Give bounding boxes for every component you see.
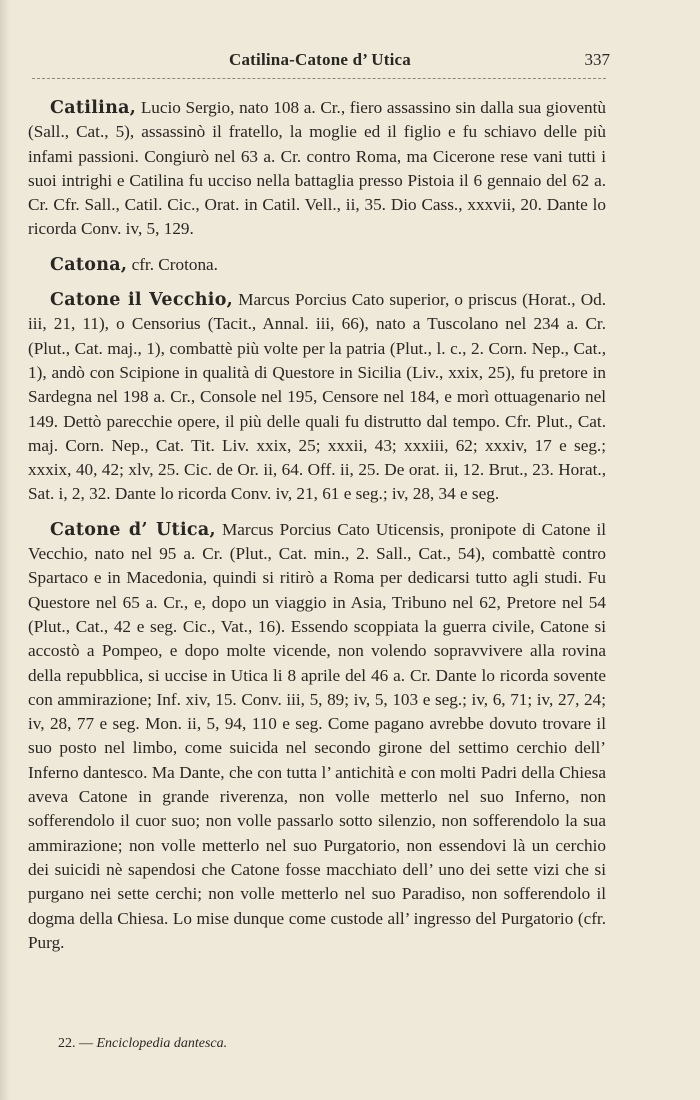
running-title: Catilina-Catone d’ Utica — [228, 50, 412, 69]
entry-body: cfr. Crotona. — [131, 254, 218, 274]
entry-catone-d-utica — [28, 518, 606, 955]
entry-catilina — [28, 96, 606, 242]
entry-body: Lucio Sergio, nato 108 a. Cr., fiero assassino sin dalla sua gioventù (Sall., Cat., 5), assassinò il fratello, la moglie ed il figlio e fu schiavo delle più infami passioni. Congiurò nel 63 a. Cr. contro Roma, ma Cicerone rese vani tutti i suoi intrighi e Catilina fu ucciso nella battaglia presso Pistoia il 6 gennaio del 62 a. Cr. Cfr. Sall., Catil. Cic., Orat. in Catil. Vell., ii, 35. Dio Cass., xxxvii, 20. Dante lo ricorda Conv. iv, 5, 129. — [28, 98, 606, 239]
entry-headword: Catone d’ Utica, — [50, 519, 216, 540]
entry-body: Marcus Porcius Cato Uticensis, pronipote di Catone il Vecchio, nato nel 95 a. Cr. (Plut., Cat. min., 2. Sall., Cat., 54), combattè contro Spartaco e in Macedonia, quindi si ritirò a Roma per dedicarsi tutto agli studi. Fu Questore nel 65 a. Cr., e, dopo un viaggio in Asia, Tribuno nel 62, Pretore nel 54 (Plut., Cat., 42 e seg. Cic., Vat., 16). Essendo scoppiata la guerra civile, Catone si accostò a Pompeo, e dopo molte vicende, non volendo sopravvivere alla rovina della repubblica, si uccise in Utica li 8 aprile del 46 a. Cr. Dante lo ricorda sovente con ammirazione; Inf. xiv, 15. Conv. iii, 5, 89; iv, 5, 103 e seg.; iv, 6, 71; iv, 27, 24; iv, 28, 77 e seg. Mon. ii, 5, 94, 110 e seg. Come pagano avrebbe dovuto trovare il suo posto nel limbo, come suicida nel secondo girone del settimo cerchio dell’ Inferno dantesco. Ma Dante, che con tutta l’ antichità e con molti Padri della Chiesa aveva Catone in grande riverenza, non volle metterlo nel suo Inferno, non sofferendolo il cuor suo; non volle passarlo sotto silenzio, non sofferendolo la sua ammirazione; non volle metterlo nel suo Purgatorio, non essendovi là un cerchio dei suicidi nè sapendosi che Catone fosse macchiato dell’ uno dei sette vizi che si purgano nei sette cerchi; non volle metterlo nel suo Paradiso, non sofferendolo il dogma della Chiesa. Lo mise dunque come custode all’ ingresso del Purgatorio (cfr. Purg. — [28, 519, 607, 952]
entry-headword: Catona, — [50, 254, 128, 275]
entry-headword: Catone il Vecchio, — [50, 290, 234, 311]
signature-mark: 22. — — [58, 1036, 93, 1051]
book-title: Enciclopedia dantesca. — [96, 1036, 228, 1051]
page-binding-shadow — [0, 0, 10, 1100]
entry-body: Marcus Porcius Cato superior, o priscus (Horat., Od. iii, 21, 11), o Censorius (Tacit., Annal. iii, 66), nato a Tuscolano nel 234 a. Cr. (Plut., Cat. maj., 1), combattè più volte per la patria (Plut., l. c., 2. Corn. Nep., Cat., 1), andò con Scipione in qualità di Questore in Sicilia (Liv., xxix, 25), fu pretore in Sardegna nel 198 a. Cr., Console nel 195, Censore nel 184, e morì ottuagenario nel 149. Dettò parecchie opere, il più delle quali fu distrutto dal tempo. Cfr. Plut., Cat. maj. Corn. Nep., Cat. Tit. Liv. xxix, 25; xxxii, 43; xxxiii, 62; xxxiv, 17 e seg.; xxxix, 40, 42; xlv, 25. Cic. de Or. ii, 64. Off. ii, 25. De orat. ii, 12. Brut., 23. Horat., Sat. i, 2, 32. Dante lo ricorda Conv. iv, 21, 61 e seg.; iv, 28, 34 e seg. — [28, 290, 606, 504]
page-number: 337 — [584, 50, 610, 69]
signature-footer — [58, 1036, 227, 1052]
entry-headword: Catilina, — [50, 98, 137, 118]
entry-catone-il-vecchio — [28, 288, 606, 507]
entries-column — [28, 96, 606, 966]
running-header — [30, 50, 610, 76]
header-rule — [32, 78, 606, 79]
entry-catona — [28, 253, 606, 277]
